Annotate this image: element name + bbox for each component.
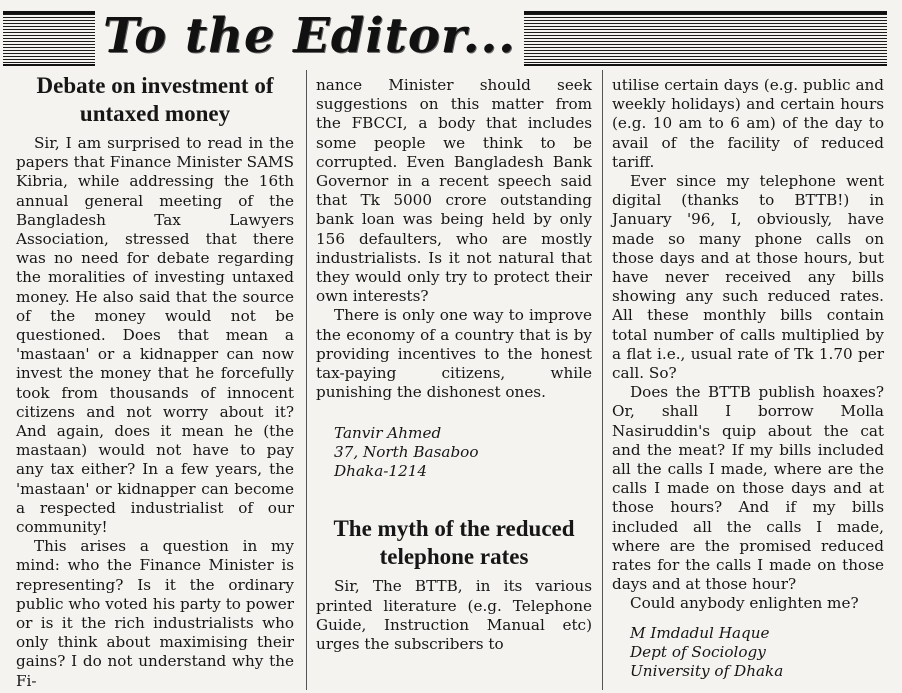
section-title: To the Editor... [95, 5, 524, 67]
letter1-signature [316, 424, 592, 481]
signature-name: M Imdadul Haque [630, 623, 770, 642]
signature-university: University of Dhaka [630, 661, 784, 680]
letter2-paragraph: Could anybody enlighten me? [630, 594, 859, 613]
letter2-paragraph: Does the BTTB publish hoaxes? Or, shall I borrow Molla Nasiruddin's quip about the cat and the meat? If my bills included all the calls I made, where are the calls I made on those days and at those hours? And if my bills included all the calls I made, where are the promised reduced rates for the calls I made on those days and at those hour? [612, 383, 884, 594]
signature-name: Tanvir Ahmed [334, 424, 442, 443]
letter2-signature [612, 624, 884, 681]
letter2-paragraph: Ever since my telephone went digital (thanks to BTTB!) in January '96, I, obviously, have made so many phone calls on those days and at those hours, but have never received any bills showing any such reduced rates. All these monthly bills contain total number of calls multiplied by a flat i.e., usual rate of Tk 1.70 per call. So? [612, 172, 884, 383]
letter1-paragraph: There is only one way to improve the economy of a country that is by providing incentives to the honest tax-paying citizens, while punishing the dishonest ones. [316, 306, 592, 402]
signature-city: Dhaka-1214 [334, 462, 428, 481]
section-masthead [3, 5, 887, 67]
letter1-paragraph: nance Minister should seek suggestions on this matter from the FBCCI, a body that includes some people we think to be corrupted. Even Bangladesh Bank Governor in a recent speech said that Tk 5000 crore outstanding bank loan was being held by only 156 defaulters, who are mostly industrialists. Is it not natural that they would only try to protect their own interests? [316, 76, 592, 306]
column-1 [16, 70, 294, 691]
letter2-paragraph: Sir, The BTTB, in its various printed literature (e.g. Telephone Guide, Instruction Manual etc) urges the subscribers to [316, 577, 592, 654]
letter2-headline: The myth of the reduced telephone rates [333, 516, 575, 570]
letter1-paragraph: Sir, I am surprised to read in the papers that Finance Minister SAMS Kibria, while addressing the 16th annual general meeting of the Bangladesh Tax Lawyers Association, stressed that there was no need for debate regarding the moralities of investing untaxed money. He also said that the source of the money would not be questioned. Does that mean a 'mastaan' or a kidnapper can now invest the money that he forcefully took from thousands of innocent citizens and not worry about it? And again, does it mean he (the mastaan) would not have to pay any tax either? In a few years, the 'mastaan' or kidnapper can become a respected industrialist of our community! [16, 134, 294, 537]
letter2-paragraph: utilise certain days (e.g. public and weekly holidays) and certain hours (e.g. 10 am to 6 am) of the day to avail of the facility of reduced tariff. [612, 76, 884, 171]
column-rule [306, 70, 307, 690]
column-2 [316, 76, 592, 654]
column-rule [602, 70, 603, 690]
column-3 [612, 76, 884, 681]
signature-department: Dept of Sociology [630, 642, 766, 661]
signature-address: 37, North Basaboo [334, 443, 479, 462]
letter1-paragraph: This arises a question in my mind: who the Finance Minister is representing? Is it the ordinary public who voted his party to power or is it the rich industrialists who only think about maximising their gains? I do not understand why the Fi- [16, 537, 294, 690]
letter1-headline: Debate on investment of untaxed money [36, 73, 274, 126]
